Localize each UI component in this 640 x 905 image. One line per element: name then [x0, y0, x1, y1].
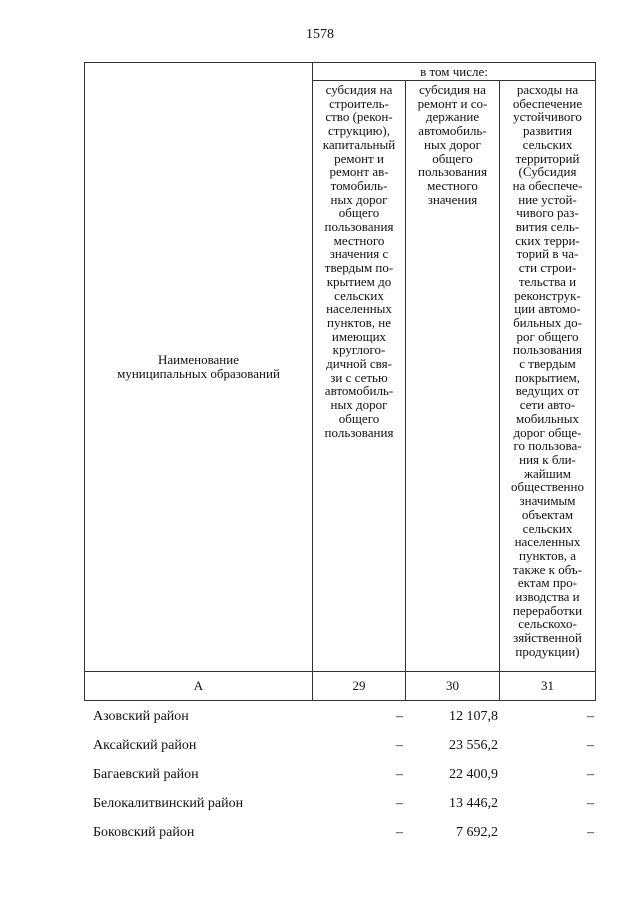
column-31-header	[500, 81, 596, 672]
table-row	[84, 732, 600, 761]
municipality-column-label: Наименование муниципальных образований	[117, 352, 280, 381]
column-30-description: субсидия на ремонт и со- держание автомобиль- ных дорог общего пользования местного значения	[417, 82, 488, 207]
value-col-31: –	[587, 738, 594, 753]
page-number: 1578	[306, 27, 334, 42]
column-number-a: А	[85, 672, 313, 701]
including-header: в том числе:	[313, 63, 596, 81]
table-row	[84, 761, 600, 790]
value-col-29: –	[396, 738, 403, 753]
municipality-column-header	[85, 63, 313, 672]
column-number-29: 29	[313, 672, 406, 701]
table-row	[84, 819, 600, 848]
value-col-31: –	[587, 796, 594, 811]
value-col-31: –	[587, 709, 594, 724]
table-row	[84, 703, 600, 732]
value-col-30: 23 556,2	[449, 738, 498, 753]
value-col-30: 12 107,8	[449, 709, 498, 724]
column-29-description: субсидия на строитель- ство (рекон- струкцию), капитальный ремонт и ремонт ав- томобиль- ных дорог общего пользования местного значения с твердым по- крытием до сельских населенных пунктов, не имеющих круглого- дичной свя- зи с сетью автомобиль- ных дорог общего пользования	[322, 82, 396, 440]
table-body	[84, 703, 600, 848]
column-31-description: расходы на обеспечение устойчивого развития сельских территорий (Субсидия на обеспече- ние устой- чивого раз- вития сель- ских терри- торий в ча- сти строи- тельства и реконструк- ции автомо- бильных до- рог общего пользования с твердым покрытием, ведущих от сети авто- мобильных дорог обще- го пользова- ния к бли- жайшим общественно значимым объектам сельских населенных пунктов, а также к объ- ектам про- изводства и переработки сельскохо- зяйственной продукции)	[511, 82, 584, 659]
municipality-name: Багаевский район	[93, 767, 199, 782]
municipality-name: Боковский район	[93, 825, 195, 840]
value-col-30: 7 692,2	[456, 825, 498, 840]
municipality-name: Аксайский район	[93, 738, 197, 753]
column-number-31: 31	[500, 672, 596, 701]
municipality-name: Белокалитвинский район	[93, 796, 244, 811]
budget-table-header	[84, 62, 596, 701]
column-29-header	[313, 81, 406, 672]
table-row	[84, 790, 600, 819]
value-col-31: –	[587, 825, 594, 840]
municipality-name: Азовский район	[93, 709, 189, 724]
column-number-30: 30	[406, 672, 500, 701]
value-col-29: –	[396, 825, 403, 840]
value-col-30: 22 400,9	[449, 767, 498, 782]
column-30-header	[406, 81, 500, 672]
value-col-29: –	[396, 709, 403, 724]
value-col-31: –	[587, 767, 594, 782]
value-col-29: –	[396, 767, 403, 782]
value-col-30: 13 446,2	[449, 796, 498, 811]
value-col-29: –	[396, 796, 403, 811]
